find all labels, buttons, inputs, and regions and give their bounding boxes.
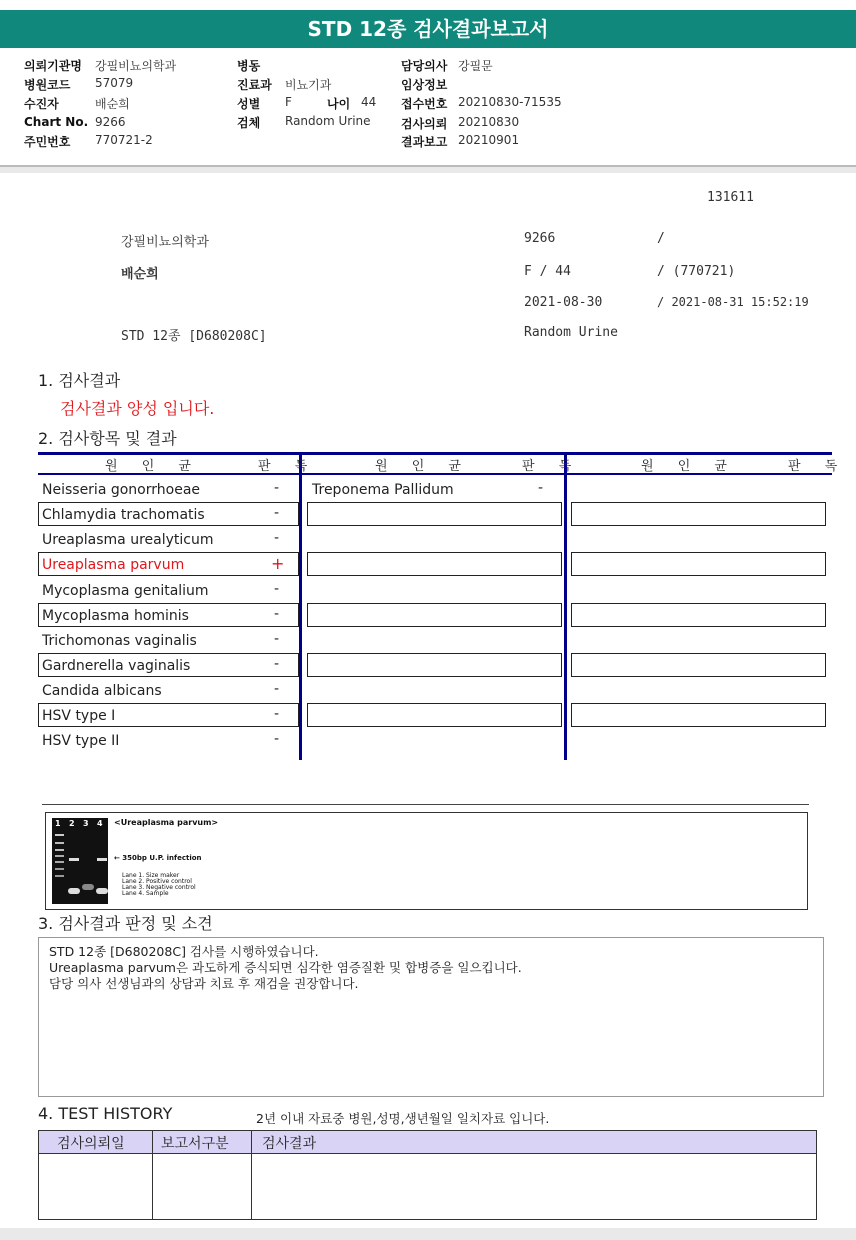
value-sex: F — [285, 95, 292, 109]
col1-pathogen-header: 원 인 균 — [105, 459, 201, 474]
gel-legend-item: Lane 2. Positive control — [122, 878, 192, 885]
summary-slash: / — [657, 231, 665, 246]
header-divider — [0, 167, 856, 173]
summary-specimen: Random Urine — [524, 325, 618, 340]
pathogen-name: Chlamydia trachomatis — [42, 507, 205, 523]
gel-image-panel — [45, 812, 808, 910]
ladder-band — [55, 849, 64, 851]
pathogen-result: - — [274, 731, 280, 747]
ladder-band — [55, 842, 64, 844]
table-col-divider-2 — [564, 452, 567, 760]
pathogen-result: - — [274, 606, 280, 622]
report-title: STD 12종 검사결과보고서 — [0, 10, 856, 48]
pathogen-result-positive: + — [271, 554, 285, 573]
label-ssn: 주민번호 — [24, 135, 71, 149]
primer-band — [96, 888, 108, 894]
ladder-band — [55, 861, 64, 863]
value-receipt-no: 20210830-71535 — [458, 95, 562, 109]
history-header-row — [39, 1131, 816, 1154]
gel-legend-item: Lane 4. Sample — [122, 890, 169, 897]
row-box — [307, 552, 562, 576]
row-box — [307, 703, 562, 727]
row-box — [571, 502, 826, 526]
gel-legend — [122, 873, 196, 897]
pathogen-name: Mycoplasma genitalium — [42, 583, 209, 599]
col3-pathogen-header: 원 인 균 — [641, 459, 737, 474]
pathogen-result: - — [274, 480, 280, 496]
label-sex: 성별 — [237, 97, 261, 111]
summary-sex-age: F / 44 — [524, 264, 571, 279]
section1-title: 1. 검사결과 — [38, 371, 121, 390]
ladder-band — [55, 855, 64, 857]
opinion-box — [38, 937, 824, 1097]
label-ward: 병동 — [237, 59, 261, 73]
summary-patient: 배순희 — [121, 267, 159, 282]
history-col-divider — [152, 1131, 153, 1219]
section3-title: 3. 검사결과 판정 및 소견 — [38, 914, 213, 933]
primer-band — [68, 888, 80, 894]
summary-ssn: / (770721) — [657, 264, 736, 279]
value-patient: 배순희 — [95, 97, 130, 111]
value-clinic: 강필비뇨의학과 — [95, 59, 177, 73]
pathogen-name: Treponema Pallidum — [312, 482, 454, 498]
gel-lane-4: 4 — [97, 819, 103, 828]
label-doctor: 담당의사 — [401, 59, 448, 73]
pathogen-name: Trichomonas vaginalis — [42, 633, 197, 649]
value-chart-no: 9266 — [95, 115, 126, 129]
gel-legend-item: Lane 3. Negative control — [122, 884, 196, 891]
value-request-date: 20210830 — [458, 115, 520, 129]
pathogen-name: HSV type I — [42, 708, 116, 724]
label-request-date: 검사의뢰 — [401, 117, 448, 131]
label-age: 나이 — [327, 97, 351, 111]
pathogen-result: - — [274, 706, 280, 722]
pathogen-result: - — [274, 631, 280, 647]
label-hospital-code: 병원코드 — [24, 78, 71, 92]
col2-pathogen-header: 원 인 균 — [375, 459, 471, 474]
pathogen-name: HSV type II — [42, 733, 120, 749]
summary-reported: / 2021-08-31 15:52:19 — [657, 295, 809, 309]
pathogen-result: - — [274, 530, 280, 546]
page-bottom-band — [0, 1228, 856, 1240]
row-box — [571, 703, 826, 727]
pathogen-name: Mycoplasma hominis — [42, 608, 189, 624]
history-col-result: 검사결과 — [262, 1136, 317, 1152]
history-col-report-type: 보고서구분 — [161, 1136, 229, 1152]
pathogen-result: - — [274, 505, 280, 521]
label-department: 진료과 — [237, 78, 272, 92]
gel-lane-2: 2 — [69, 819, 75, 828]
summary-chart: 9266 — [524, 231, 556, 246]
value-age: 44 — [361, 95, 377, 109]
value-ssn: 770721-2 — [95, 133, 153, 147]
history-col-divider — [251, 1131, 252, 1219]
pathogen-name: Neisseria gonorrhoeae — [42, 482, 201, 498]
value-doctor: 강필문 — [458, 59, 493, 73]
section2-title: 2. 검사항목 및 결과 — [38, 429, 177, 448]
ladder-band — [55, 834, 64, 836]
opinion-line: 담당 의사 선생님과의 상담과 치료 후 재검을 권장합니다. — [49, 976, 359, 991]
label-chart-no: Chart No. — [24, 115, 89, 129]
row-box — [571, 552, 826, 576]
label-patient: 수진자 — [24, 97, 59, 111]
pathogen-result: - — [538, 480, 544, 496]
gel-band-label: ← 350bp U.P. infection — [114, 854, 202, 862]
row-box — [307, 502, 562, 526]
col3-judgment-header: 판 독 — [788, 459, 848, 474]
summary-received: 2021-08-30 — [524, 295, 603, 310]
pathogen-name: Candida albicans — [42, 683, 162, 699]
gel-divider — [42, 804, 809, 805]
label-clinical-info: 임상정보 — [401, 78, 448, 92]
label-receipt-no: 접수번호 — [401, 97, 448, 111]
label-report-date: 결과보고 — [401, 135, 448, 149]
value-specimen: Random Urine — [285, 114, 371, 128]
row-box — [307, 653, 562, 677]
primer-band — [82, 884, 94, 890]
opinion-line: Ureaplasma parvum은 과도하게 증식되면 심각한 염증질환 및 합병증을 일으킵니다. — [49, 960, 522, 975]
gel-title: <Ureaplasma parvum> — [114, 818, 219, 827]
ladder-band — [55, 868, 64, 870]
label-specimen: 검체 — [237, 116, 261, 130]
table-col-divider-1 — [299, 452, 302, 760]
pathogen-result: - — [274, 656, 280, 672]
row-box — [571, 653, 826, 677]
value-department: 비뇨기과 — [285, 78, 332, 92]
history-table — [38, 1130, 817, 1220]
pathogen-name-positive: Ureaplasma parvum — [42, 557, 185, 573]
opinion-line: STD 12종 [D680208C] 검사를 시행하였습니다. — [49, 944, 319, 959]
sample-band — [97, 858, 107, 861]
summary-clinic: 강필비뇨의학과 — [121, 235, 209, 250]
value-hospital-code: 57079 — [95, 76, 134, 90]
value-report-date: 20210901 — [458, 133, 520, 147]
pathogen-name: Ureaplasma urealyticum — [42, 532, 214, 548]
section1-result: 검사결과 양성 입니다. — [60, 399, 215, 418]
pathogen-name: Gardnerella vaginalis — [42, 658, 191, 674]
positive-control-band — [69, 858, 79, 861]
history-col-request-date: 검사의뢰일 — [57, 1136, 125, 1152]
row-box — [307, 603, 562, 627]
col2-judgment-header: 판 독 — [522, 459, 582, 474]
section4-title: 4. TEST HISTORY — [38, 1104, 173, 1123]
row-box — [571, 603, 826, 627]
history-note: 2년 이내 자료중 병원,성명,생년월일 일치자료 입니다. — [256, 1111, 550, 1126]
pathogen-result: - — [274, 581, 280, 597]
label-clinic: 의뢰기관명 — [24, 59, 82, 73]
gel-lane-1: 1 — [55, 819, 61, 828]
gel-image — [52, 818, 108, 904]
report-header — [0, 48, 856, 167]
report-code: 131611 — [707, 190, 754, 205]
ladder-band — [55, 875, 64, 877]
col1-judgment-header: 판 독 — [258, 459, 318, 474]
gel-lane-3: 3 — [83, 819, 89, 828]
pathogen-result: - — [274, 681, 280, 697]
gel-legend-item: Lane 1. Size maker — [122, 872, 180, 879]
summary-test: STD 12종 [D680208C] — [121, 329, 267, 344]
